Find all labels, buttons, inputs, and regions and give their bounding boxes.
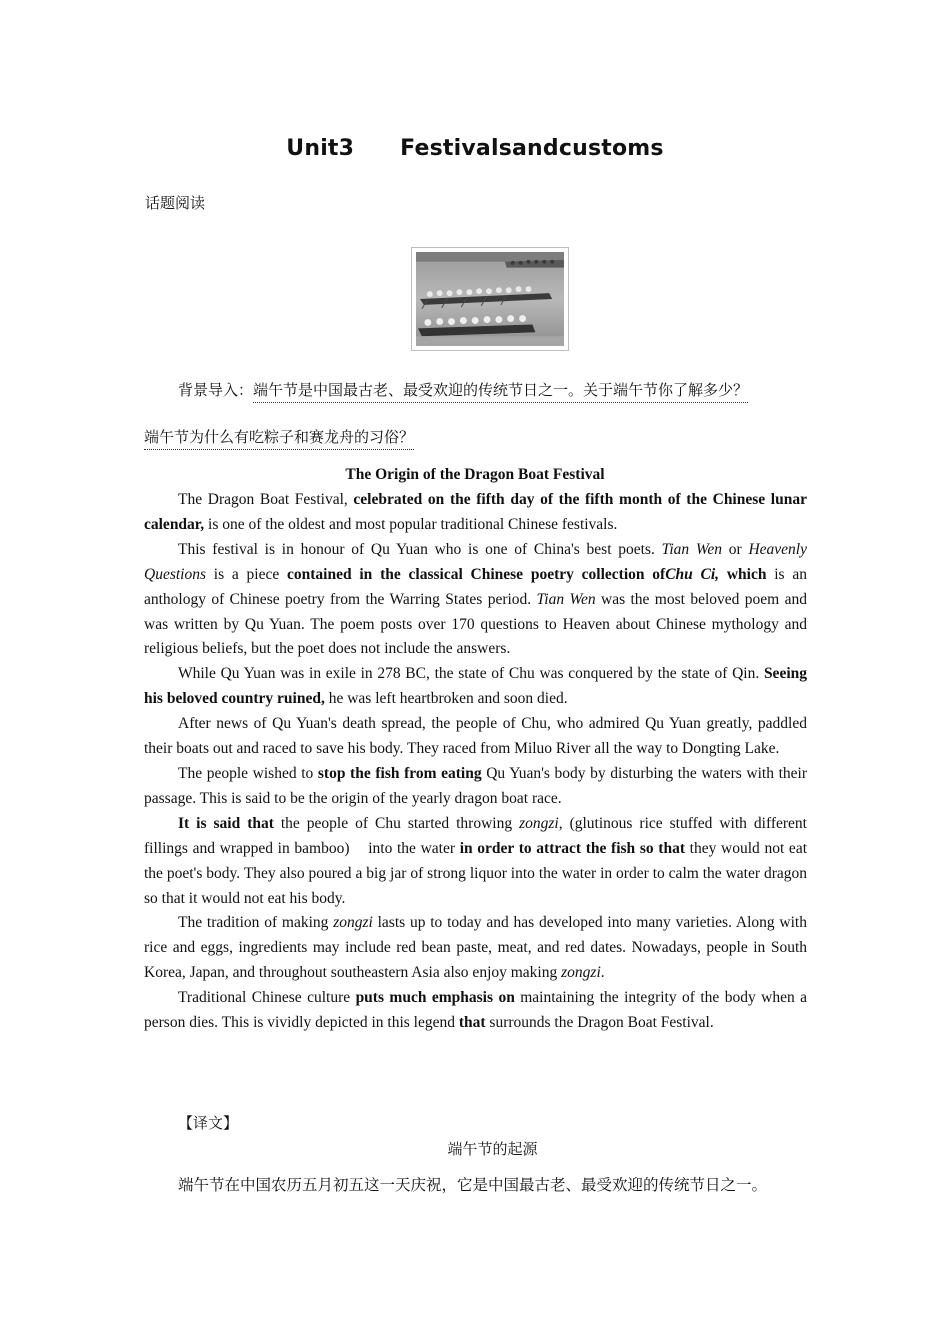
text-run: contained in the classical Chinese poetry collection of [287,565,666,583]
article-paragraph [144,911,807,986]
text-run: It is said that [178,814,274,832]
text-run: he was left heartbroken and soon died. [324,690,568,708]
article-paragraph [144,662,807,712]
dragon-boat-icon [416,252,564,346]
text-run: While Qu Yuan was in exile in 278 BC, the state of Chu was conquered by the state of Qin. [178,665,764,683]
text-run: zongzi, [519,814,563,832]
text-run: Traditional Chinese culture [178,989,356,1007]
lead-in-question-1: 端午节是中国最古老、最受欢迎的传统节日之一。关于端午节你了解多少？ [253,381,748,403]
text-run: is one of the oldest and most popular traditional Chinese festivals. [204,515,618,533]
text-run: (glutinous rice stuffed with different fillings and wrapped in bamboo) into the water [144,814,807,857]
dragon-boat-photo [411,247,569,351]
article-title: The Origin of the Dragon Boat Festival [345,466,605,483]
text-run: that [458,1014,486,1032]
article-paragraph [144,762,807,812]
text-run: they would not eat the poet's body. They also poured a big jar of strong liquor into the water in order to calm the water dragon so that it would not eat his body. [144,839,808,907]
text-run: Qu Yuan's body by disturbing the waters with their passage. This is said to be the origin of the yearly dragon boat race. [144,764,807,807]
translation-label: 【译文】 [178,1114,239,1132]
text-run: lasts up to today and has developed into many varieties. Along with rice and eggs, ingredients may include red bean paste, meat, and red dates. Nowadays, people in South Korea, Japan, and throughout southeastern Asia also enjoy making [144,914,807,982]
text-run: stop the fish from eating [317,764,482,782]
text-run: After news of Qu Yuan's death spread, the people of Chu, who admired Qu Yuan greatly, paddled their boats out and raced to save his body. They raced from Miluo River all the way to Dongting Lake. [144,715,807,758]
article-paragraph [144,538,807,663]
text-run: Heavenly Questions [144,540,807,583]
text-run: or [722,540,749,558]
unit-label: Unit3 [286,136,355,161]
text-run: which [719,565,767,583]
article-paragraph [144,812,807,912]
text-run: zongzi [333,914,373,932]
text-run: was the most beloved poem and was written by Qu Yuan. The poem posts over 170 questions to Heaven about Chinese mythology and religious beliefs, but the poet does not include the answers. [144,590,807,658]
lead-in-question-2: 端午节为什么有吃粽子和赛龙舟的习俗？ [144,428,414,450]
text-run: Tian Wen [661,540,723,558]
topic-label: 话题阅读 [145,194,206,212]
text-run: Tian Wen [536,590,596,608]
page-title [0,136,950,161]
text-run: maintaining the integrity of the body when a person dies. This is vividly depicted in this legend [144,989,807,1032]
translation-paragraph: 端午节在中国农历五月初五这一天庆祝，它是中国最古老、最受欢迎的传统节日之一。 [178,1176,768,1194]
text-run: . [600,964,605,982]
text-run: This festival is in honour of Qu Yuan who is one of China's best poets. [178,540,662,558]
text-run: surrounds the Dragon Boat Festival. [485,1014,714,1032]
text-run: is a piece [206,565,288,583]
text-run: puts much emphasis on [355,989,515,1007]
text-run: zongzi [561,964,601,982]
text-run: Seeing his beloved country ruined, [144,665,807,708]
translation-title: 端午节的起源 [447,1140,538,1158]
text-run: is an anthology of Chinese poetry from the Warring States period. [144,565,807,608]
lead-in-line-1 [144,379,807,400]
text-run: The Dragon Boat Festival, [178,491,354,508]
lead-in-label: 背景导入： [178,381,254,399]
text-run: Chu Ci, [665,565,720,583]
text-run: The tradition of making [178,914,334,932]
article-body [144,488,807,1036]
article-paragraph [144,712,807,762]
unit-title: Festivalsandcustoms [400,136,664,161]
text-run: The people wished to [178,764,318,782]
text-run: in order to attract the fish so that [459,839,685,857]
article-paragraph [144,986,807,1036]
text-run: celebrated on the fifth day of the fifth month of the Chinese lunar calendar, [144,491,807,533]
article-paragraph [144,488,807,538]
text-run: the people of Chu started throwing [273,814,520,832]
lead-in-line-2 [144,426,807,447]
